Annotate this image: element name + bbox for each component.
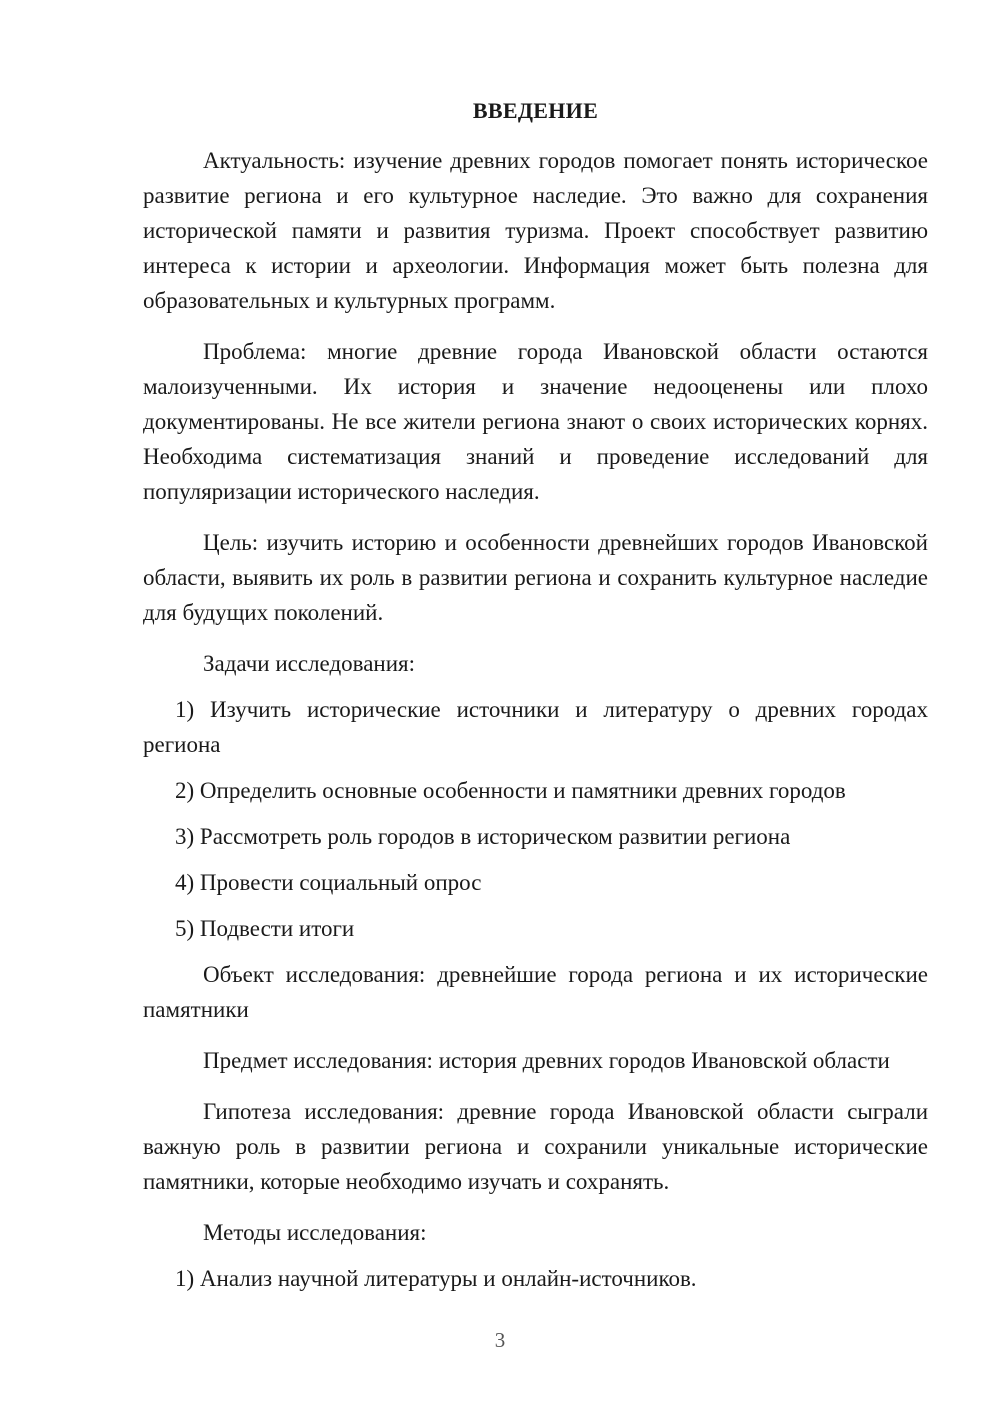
method-item-1: 1) Анализ научной литературы и онлайн-источников.	[175, 1266, 697, 1291]
task-item-4: 4) Провести социальный опрос	[175, 870, 482, 895]
page-number: 3	[494, 1328, 506, 1352]
task-item-3: 3) Рассмотреть роль городов в историческом развитии региона	[175, 824, 791, 849]
page-content	[143, 93, 928, 1296]
paragraph-subject: Предмет исследования: история древних городов Ивановской области	[203, 1048, 890, 1073]
task-item-1: 1) Изучить исторические источники и литературу о древних городах региона	[143, 697, 928, 757]
methods-heading: Методы исследования:	[203, 1220, 427, 1245]
paragraph-object: Объект исследования: древнейшие города региона и их исторические памятники	[143, 962, 928, 1022]
paragraph-relevance: Актуальность: изучение древних городов помогает понять историческое развитие региона и его культурное наследие. Это важно для сохранения исторической памяти и развития туризма. Проект способствует развитию интереса к истории и археологии. Информация может быть полезна для образовательных и культурных программ.	[143, 148, 928, 313]
paragraph-hypothesis: Гипотеза исследования: древние города Ивановской области сыграли важную роль в развитии региона и сохранили уникальные исторические памятники, которые необходимо изучать и сохранять.	[143, 1099, 928, 1194]
paragraph-problem: Проблема: многие древние города Ивановской области остаются малоизученными. Их история и значение недооценены или плохо документированы. Не все жители региона знают о своих исторических корнях. Необходима систематизация знаний и проведение исследований для популяризации исторического наследия.	[143, 339, 928, 504]
task-item-5: 5) Подвести итоги	[175, 916, 355, 941]
page-title: ВВЕДЕНИЕ	[472, 98, 599, 123]
tasks-heading: Задачи исследования:	[203, 651, 416, 676]
task-item-2: 2) Определить основные особенности и памятники древних городов	[175, 778, 846, 803]
paragraph-goal: Цель: изучить историю и особенности древнейших городов Ивановской области, выявить их роль в развитии региона и сохранить культурное наследие для будущих поколений.	[143, 530, 928, 625]
